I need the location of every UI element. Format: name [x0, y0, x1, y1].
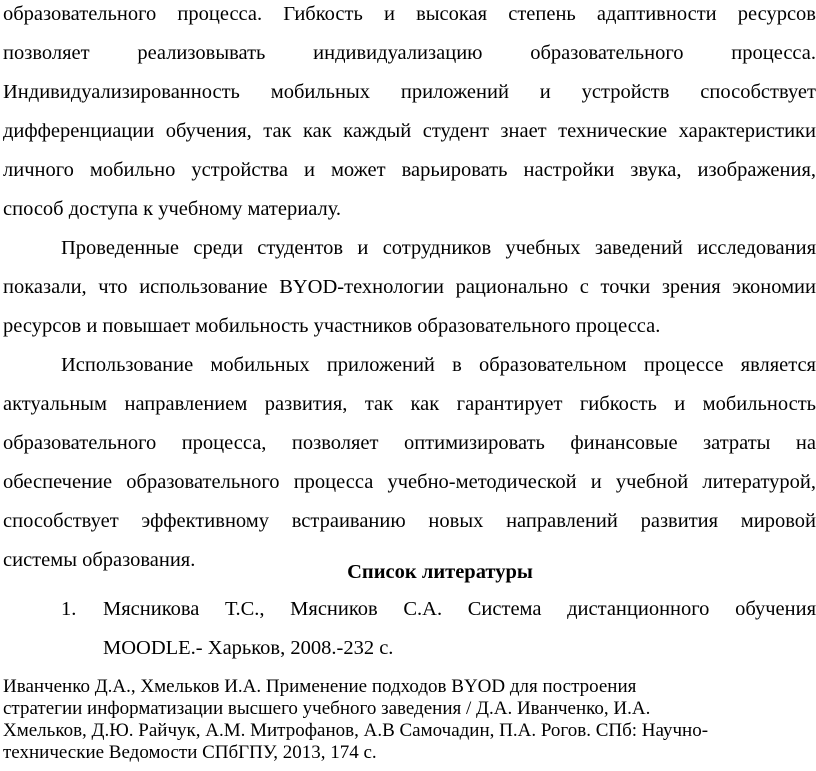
text-line: способ доступа к учебному материалу.	[3, 198, 342, 220]
reference-line: Иванченко Д.А., Хмельков И.А. Применение подходов BYOD для построения	[3, 676, 637, 697]
text-line: системы образования.	[3, 549, 196, 571]
references-heading: Список литературы	[347, 561, 533, 583]
text-line: Проведенные среди студентов и сотрудников учебных заведений исследования	[61, 237, 816, 259]
text-line: позволяет реализовывать индивидуализацию образовательного процесса.	[3, 42, 816, 64]
text-line: способствует эффективному встраиванию новых направлений развития мировой	[3, 510, 816, 532]
text-line: образовательного процесса. Гибкость и высокая степень адаптивности ресурсов	[3, 3, 816, 25]
text-line: Индивидуализированность мобильных приложений и устройств способствует	[3, 81, 816, 103]
reference-line: MOODLE.- Харьков, 2008.-232 с.	[103, 637, 394, 659]
text-line: показали, что использование BYOD-технологии рационально с точки зрения экономии	[3, 276, 816, 298]
reference-line: Хмельков, Д.Ю. Райчук, А.М. Митрофанов, А.В Самочадин, П.А. Рогов. СПб: Научно-	[3, 720, 709, 741]
text-line: Использование мобильных приложений в образовательном процессе является	[61, 354, 816, 376]
text-line: ресурсов и повышает мобильность участников образовательного процесса.	[3, 315, 661, 337]
text-line: личного мобильно устройства и может варьировать настройки звука, изображения,	[3, 159, 816, 181]
text-line: образовательного процесса, позволяет оптимизировать финансовые затраты на	[3, 432, 816, 454]
reference-line: Мясникова Т.С., Мясников С.А. Система дистанционного обучения	[103, 598, 816, 620]
text-line: обеспечение образовательного процесса учебно-методической и учебной литературой,	[3, 471, 816, 493]
text-line: дифференциации обучения, так как каждый студент знает технические характеристики	[3, 120, 816, 142]
text-line: актуальным направлением развития, так как гарантирует гибкость и мобильность	[3, 393, 816, 415]
reference-line: стратегии информатизации высшего учебного заведения / Д.А. Иванченко, И.А.	[3, 698, 651, 719]
reference-line: технические Ведомости СПбГПУ, 2013, 174 с.	[3, 742, 377, 763]
reference-number: 1.	[61, 598, 77, 620]
